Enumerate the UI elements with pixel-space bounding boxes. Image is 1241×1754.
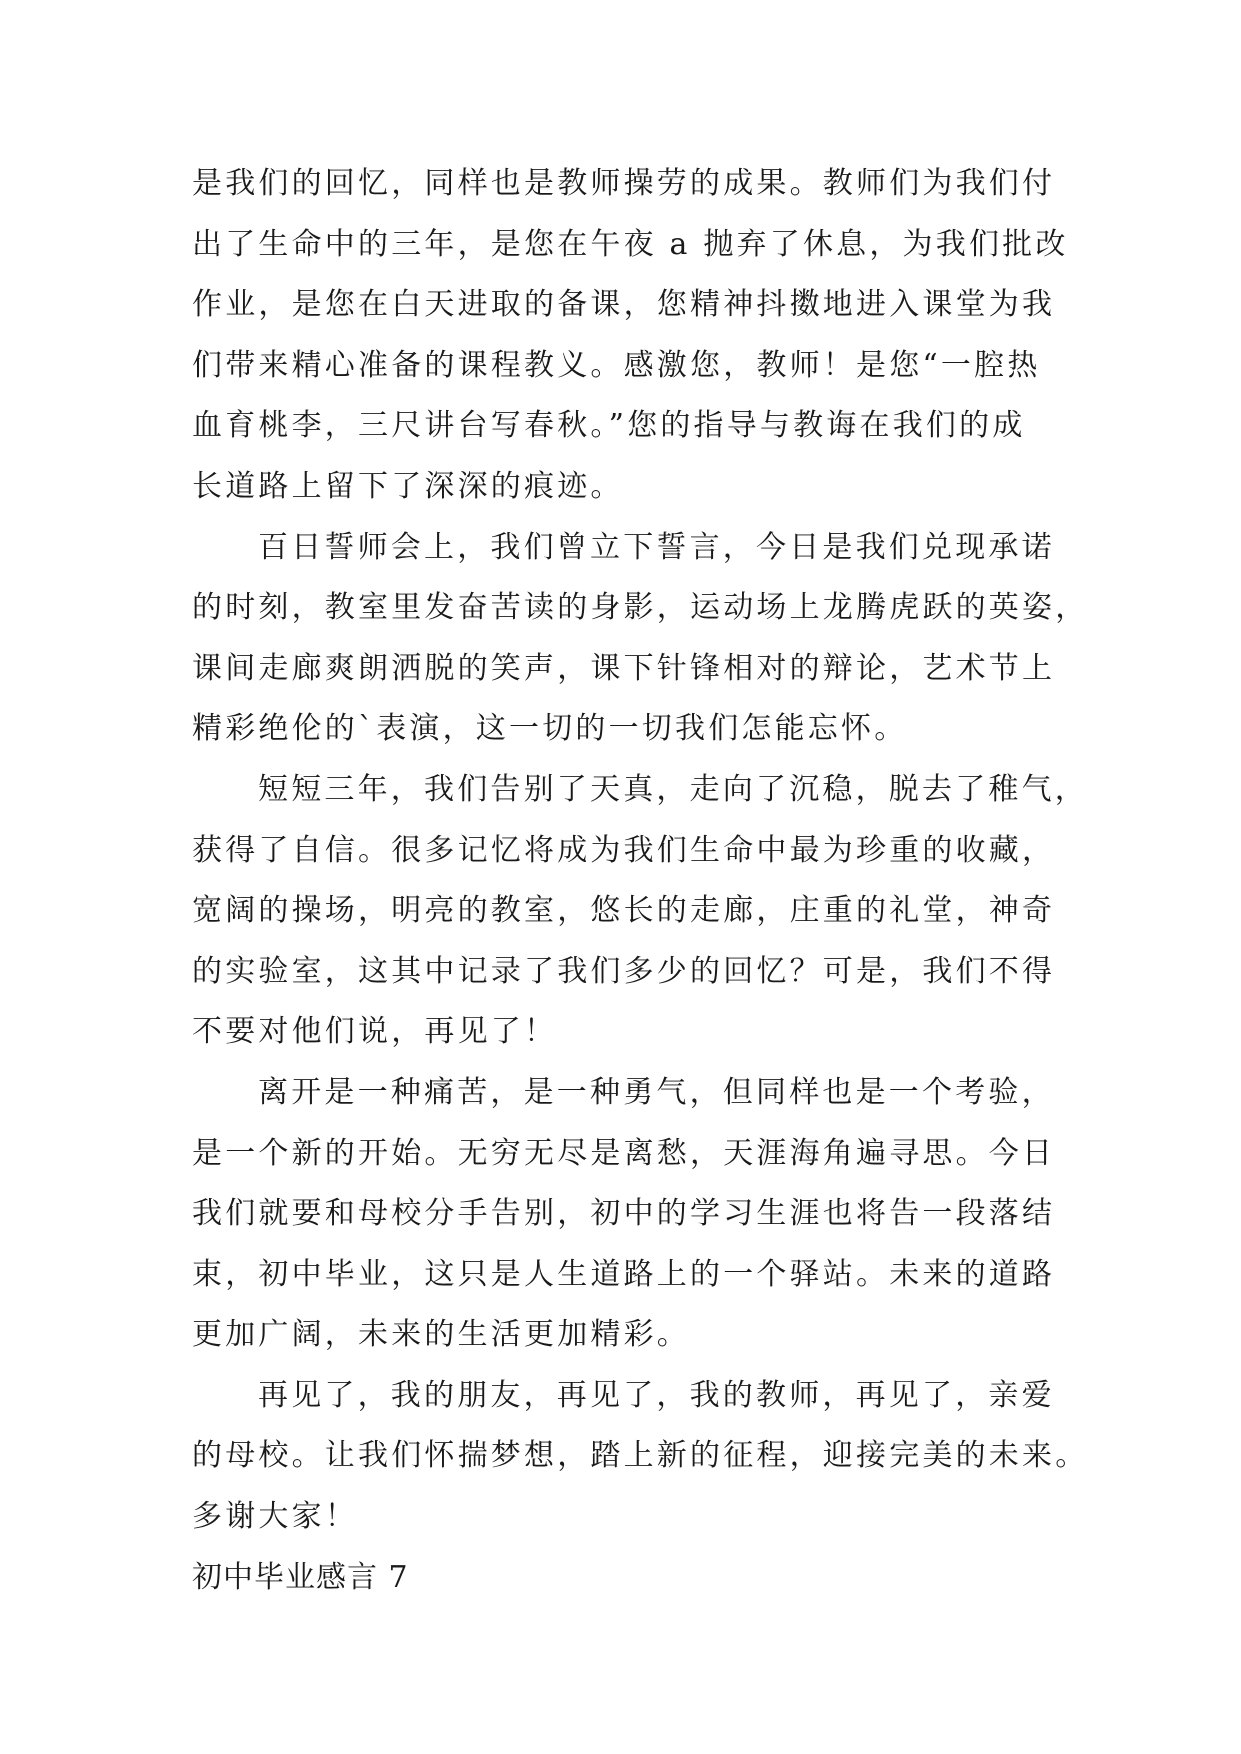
text-line: 短短三年，我们告别了天真，走向了沉稳，脱去了稚气， xyxy=(258,771,1088,807)
text-line: 的时刻，教室里发奋苦读的身影，运动场上龙腾虎跃的英姿， xyxy=(192,590,1089,626)
document-body xyxy=(192,154,1089,1608)
paragraph-3 xyxy=(192,760,1088,1063)
text-line: 多谢大家！ xyxy=(192,1499,358,1535)
text-line: 离开是一种痛苦，是一种勇气，但同样也是一个考验， xyxy=(258,1074,1055,1110)
text-line: 再见了，我的朋友，再见了，我的教师，再见了，亲爱 xyxy=(258,1377,1055,1413)
text-line: 血育桃李，三尺讲台写春秋。”您的指导与教诲在我们的成 xyxy=(192,408,1026,444)
text-line: 宽阔的操场，明亮的教室，悠长的走廊，庄重的礼堂，神奇 xyxy=(192,893,1056,929)
text-line: 更加广阔，未来的生活更加精彩。 xyxy=(192,1317,690,1353)
text-line: 精彩绝伦的`表演，这一切的一切我们怎能忘怀。 xyxy=(192,711,908,747)
text-line: 课间走廊爽朗洒脱的笑声，课下针锋相对的辩论，艺术节上 xyxy=(192,650,1056,686)
paragraph-4 xyxy=(192,1063,1056,1366)
text-line: 作业，是您在白天进取的备课，您精神抖擞地进入课堂为我 xyxy=(192,287,1056,323)
text-line: 获得了自信。很多记忆将成为我们生命中最为珍重的收藏， xyxy=(192,832,1056,868)
text-line: 不要对他们说，再见了！ xyxy=(192,1014,558,1050)
text-line: 的母校。让我们怀揣梦想，踏上新的征程，迎接完美的未来。 xyxy=(192,1438,1089,1474)
text-line: 束，初中毕业，这只是人生道路上的一个驿站。未来的道路 xyxy=(192,1256,1056,1292)
paragraph-5 xyxy=(192,1366,1089,1548)
text-line: 们带来精心准备的课程教义。感激您，教师！是您“一腔热 xyxy=(192,347,1041,383)
section-heading: 初中毕业感言 7 xyxy=(192,1559,409,1595)
text-line: 的实验室，这其中记录了我们多少的回忆？可是，我们不得 xyxy=(192,953,1056,989)
text-line: 我们就要和母校分手告别，初中的学习生涯也将告一段落结 xyxy=(192,1196,1056,1232)
paragraph-2 xyxy=(192,518,1089,760)
text-line: 出了生命中的三年，是您在午夜 a 抛弃了休息，为我们批改 xyxy=(192,226,1069,262)
text-line: 是我们的回忆，同样也是教师操劳的成果。教师们为我们付 xyxy=(192,166,1056,201)
text-line: 是一个新的开始。无穷无尽是离愁，天涯海角遍寻思。今日 xyxy=(192,1135,1056,1171)
paragraph-1 xyxy=(192,154,1069,518)
text-line: 百日誓师会上，我们曾立下誓言，今日是我们兑现承诺 xyxy=(258,529,1055,565)
text-line: 长道路上留下了深深的痕迹。 xyxy=(192,468,624,504)
